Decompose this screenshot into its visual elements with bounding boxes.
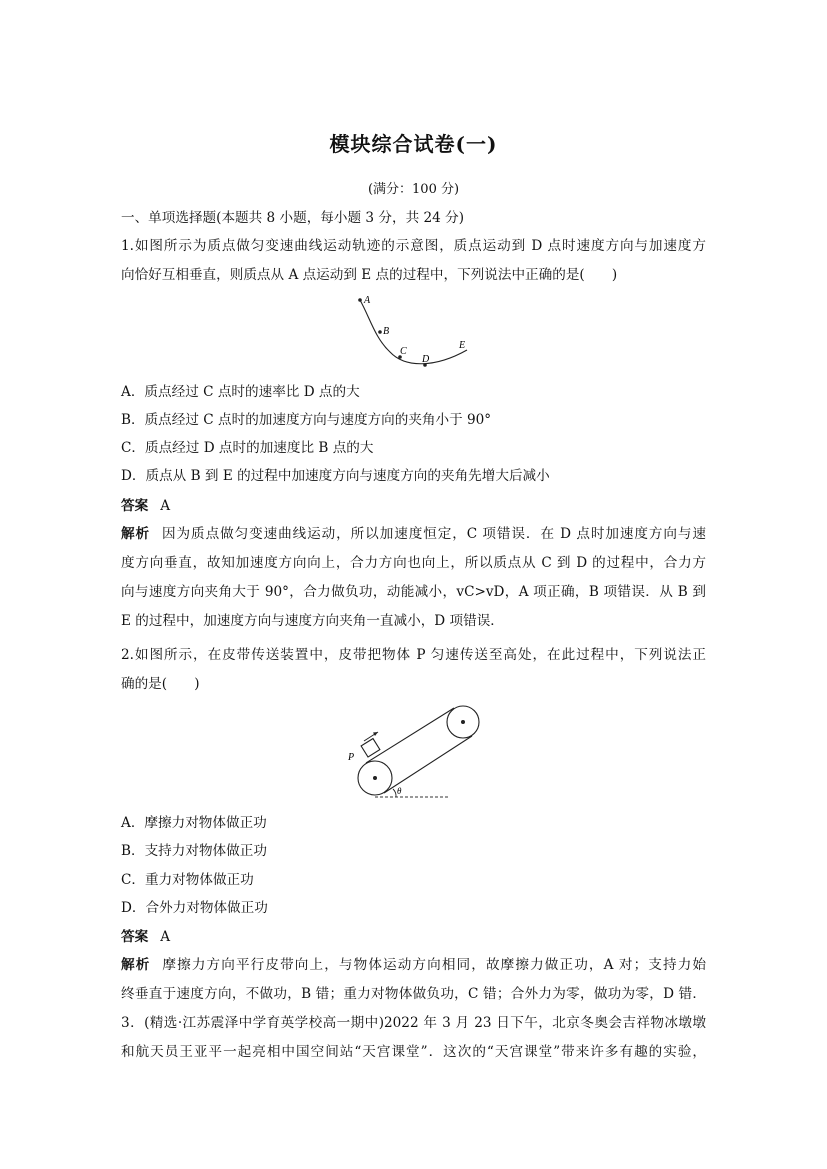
answer-label: 答案	[121, 498, 149, 514]
q2-answer	[121, 928, 170, 946]
q1-option-b: B．质点经过 C 点时的加速度方向与速度方向的夹角小于 90°	[121, 412, 492, 428]
q1-option-c: C．质点经过 D 点时的加速度比 B 点的大	[121, 440, 374, 456]
analysis-label: 解析	[121, 957, 151, 973]
q1-stem-line2: 向恰好互相垂直，则质点从 A 点运动到 E 点的过程中，下列说法中正确的是( )	[121, 267, 618, 283]
q2-conveyor-figure	[340, 700, 490, 804]
object-p-block	[361, 739, 380, 757]
angle-theta-label: θ	[397, 786, 402, 796]
q2-analysis-line2: 终垂直于速度方向，不做功，B 错；重力对物体做负功，C 错；合外力为零，做功为零，D 错．	[121, 986, 706, 1002]
lower-pulley-axle	[373, 776, 377, 780]
motion-arrow-head	[373, 732, 378, 736]
q1-analysis-line2: 度方向垂直，故知加速度方向向上，合力方向也向上，所以质点从 C 到 D 的过程中，合力方	[121, 555, 706, 571]
q1-answer	[121, 497, 170, 515]
q1-analysis-line4: E 的过程中，加速度方向与速度方向夹角一直减小，D 项错误．	[121, 613, 504, 629]
point-e-label: E	[459, 340, 466, 351]
object-p-label: P	[348, 752, 355, 763]
point-b-label: B	[383, 326, 390, 337]
section-heading: 一、单项选择题(本题共 8 小题，每小题 3 分，共 24 分)	[121, 210, 465, 226]
q2-analysis-text1: 摩擦力方向平行皮带向上，与物体运动方向相同，故摩擦力做正功，A 对；支持力始	[162, 957, 707, 973]
answer-label: 答案	[121, 929, 149, 945]
q2-option-d: D．合外力对物体做正功	[121, 900, 268, 916]
q1-analysis-text1: 因为质点做匀变速曲线运动，所以加速度恒定，C 项错误．在 D 点时加速度方向与速	[162, 526, 707, 542]
q1-option-d: D．质点从 B 到 E 的过程中加速度方向与速度方向的夹角先增大后减小	[121, 468, 550, 484]
page-title: 模块综合试卷(一)	[329, 132, 498, 156]
q3-stem-line1: 3．(精选·江苏震泽中学育英学校高一期中)2022 年 3 月 23 日下午，北京冬奥会吉祥物冰墩墩	[121, 1015, 706, 1031]
q1-analysis-line1	[121, 525, 706, 543]
q1-answer-value: A	[160, 498, 171, 514]
q1-option-a: A．质点经过 C 点时的速率比 D 点的大	[121, 384, 360, 400]
q2-answer-value: A	[160, 929, 171, 945]
q2-option-a: A．摩擦力对物体做正功	[121, 815, 267, 831]
point-a-label: A	[364, 295, 371, 306]
q1-trajectory-figure	[345, 290, 485, 372]
upper-pulley-axle	[461, 720, 465, 724]
point-d-label: D	[422, 354, 430, 365]
analysis-label: 解析	[121, 526, 151, 542]
q2-option-c: C．重力对物体做正功	[121, 872, 254, 888]
point-a-dot	[358, 298, 362, 302]
trajectory-curve	[360, 300, 467, 364]
angle-arc	[393, 789, 396, 797]
score-note: (满分：100 分)	[367, 182, 460, 197]
q1-analysis-line3: 向与速度方向夹角大于 90°，合力做负功，动能减小，vC>vD，A 项正确，B 项错误．从 B 到	[121, 584, 706, 600]
point-c-label: C	[400, 346, 407, 357]
q2-analysis-line1	[121, 956, 706, 974]
belt-bottom	[384, 736, 472, 793]
q2-stem-line2: 确的是( )	[121, 676, 200, 692]
q2-stem-line1: 2.如图所示，在皮带传送装置中，皮带把物体 P 匀速传送至高处，在此过程中，下列说法正	[121, 647, 706, 663]
q2-option-b: B．支持力对物体做正功	[121, 843, 267, 859]
point-b-dot	[378, 330, 382, 334]
belt-top	[366, 708, 454, 763]
q3-stem-line2: 和航天员王亚平一起亮相中国空间站“天宫课堂”．这次的“天宫课堂”带来许多有趣的实验，	[121, 1044, 706, 1060]
q1-stem-line1: 1.如图所示为质点做匀变速曲线运动轨迹的示意图，质点运动到 D 点时速度方向与加速度方	[121, 238, 706, 254]
